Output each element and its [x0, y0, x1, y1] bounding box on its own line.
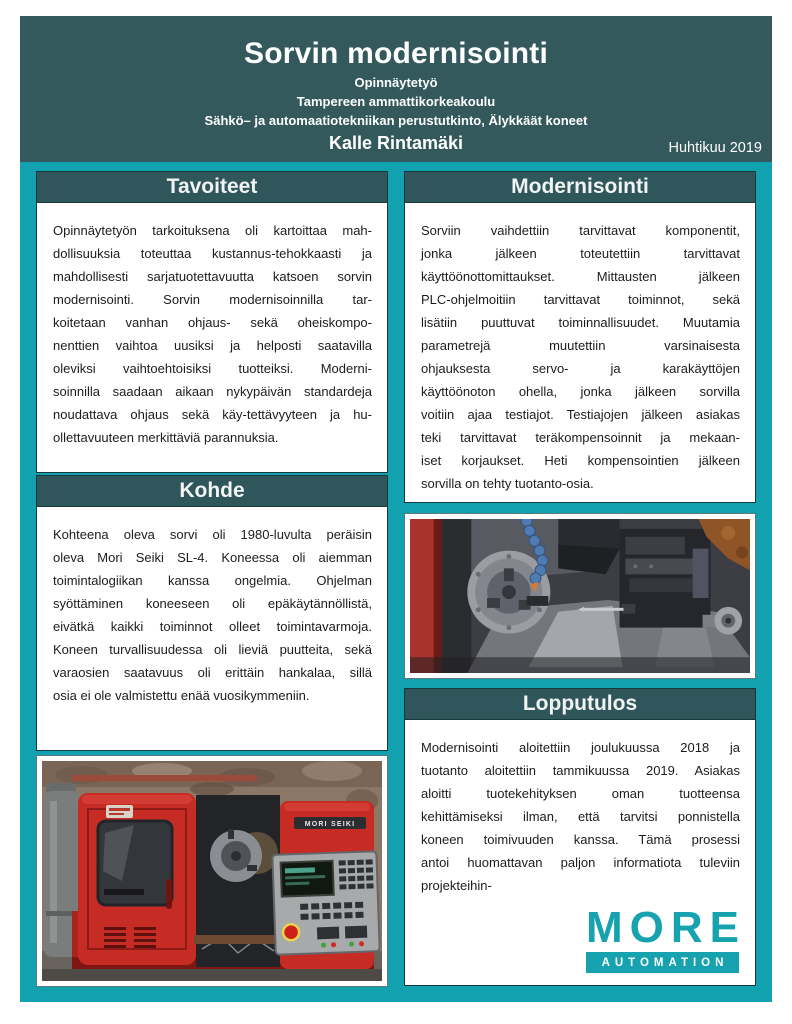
section-title: Kohde: [179, 479, 245, 502]
text-line: Kohteena oleva sorvi oli 1980-luvulta peräisin: [53, 527, 372, 542]
text-line: koneen toimivuuden kanssa. Tämä prosessi: [421, 832, 740, 847]
more-automation-logo: [586, 903, 746, 973]
section-header-lopputulos: [404, 688, 756, 720]
author-name: Kalle Rintamäki: [328, 133, 464, 153]
text-line: soinnilla saadaan aikaan nykypäivän standardeja: [53, 384, 372, 399]
text-line: PLC-ohjelmoitiin tarvittavat toiminnot, sekä: [421, 292, 740, 307]
section-body-kohde: [36, 507, 388, 751]
section-title: Modernisointi: [511, 175, 649, 198]
text-line: aloitti tuotekehityksen oman tuotteensa: [421, 786, 740, 801]
right-column: [404, 171, 756, 986]
gap: [404, 679, 756, 688]
text-line: koitetaan vanhan ohjaus- sekä oheiskompo-: [53, 315, 372, 330]
subtitle-degree: Sähkö– ja automaatiotekniikan perustutkinto, Älykkäät koneet: [204, 113, 588, 128]
text-line: osia ei ole valmistettu enää vuosikymmeniin.: [53, 688, 310, 703]
drill-bit: [584, 608, 624, 611]
section-title: Lopputulos: [522, 692, 638, 715]
poster-header: [20, 16, 772, 162]
text-line: jonka jälkeen toteutettiin tarvittavat: [421, 246, 740, 261]
text-line: teki tarvittavat teräkompensoinnit ja mekaan-: [421, 430, 740, 445]
more-logo-word: MORE: [586, 903, 746, 952]
text-line: mahdollisesti sarjatuotettavuutta katsoen sorvin: [53, 269, 372, 284]
text-line: antoi huomattavan paljon informatiota tuleviin: [421, 855, 740, 870]
text-line: Sorviin vaihdettiin tarvittavat komponentit,: [421, 223, 740, 238]
text-line: noudattava ohjaus sekä käy-tettävyyteen ja hu-: [53, 407, 372, 422]
gap: [404, 503, 756, 513]
section-header-kohde: [36, 475, 388, 507]
text-line: varaosien saatavuus oli erittäin hankalaa, sillä: [53, 665, 372, 680]
text-line: toimintalogiikan kanssa ongelmia. Ohjelman: [53, 573, 372, 588]
section-body-modernisointi: [404, 203, 756, 503]
section-body-tavoiteet: [36, 203, 388, 473]
lathe-photo: [36, 755, 388, 987]
text-line: käyttöönottomittaukset. Mittausten jälkeen: [421, 269, 740, 284]
emergency-stop-button: [283, 924, 300, 941]
text-line: syöttäminen koneeseen oli epäkäytännöllistä,: [53, 596, 372, 611]
lathe-control-panel: [272, 851, 379, 955]
text-line: parametrejä muutettiin varsinaisesta: [421, 338, 740, 353]
text-line: oleviksi vaihtoehtoisiksi tuotteiksi. Moderni-: [53, 361, 372, 376]
section-title: Tavoiteet: [166, 175, 258, 198]
text-line: modernisointi. Sorvin modernisoinnilla tar-: [53, 292, 372, 307]
poster-title: Sorvin modernisointi: [243, 37, 549, 70]
lathe-photo-illustration: [42, 761, 382, 981]
text-line: ohjauksesta servo- ja karakäyttöjen: [421, 361, 740, 376]
text-line: nenttien vaihtoa uusiksi ja helposti saatavilla: [53, 338, 372, 353]
text-line: oleva Mori Seiki SL-4. Koneessa oli aiemman: [53, 550, 372, 565]
text-line: tuotanto aloitettiin tammikuussa 2019. Asiakas: [421, 763, 740, 778]
section-header-tavoiteet: [36, 171, 388, 203]
section-body-lopputulos: [404, 720, 756, 986]
subtitle-thesis: Opinnäytetyö: [354, 75, 438, 90]
text-line: kehittämiseksi ilman, että tarvitsi ponnistella: [421, 809, 740, 824]
text-line: lisätiin puuttuvat toiminnallisuudet. Muutamia: [421, 315, 740, 330]
text-line: projekteihin-: [421, 878, 492, 893]
text-line: iset korjaukset. Heti kompensointien jälkeen: [421, 453, 740, 468]
text-line: eivätkä kaikki toiminnot olleet toimintavarmoja.: [53, 619, 372, 634]
publication-date: Huhtikuu 2019: [668, 140, 762, 156]
paragraph: [421, 736, 740, 897]
left-column: [36, 171, 388, 986]
lathe-interior-photo: [404, 513, 756, 679]
text-line: sorvilla on tehty tuotanto-osia.: [421, 476, 594, 491]
text-line: Opinnäytetyön tarkoituksena oli kartoittaa mah-: [53, 223, 372, 238]
more-logo-tagline: AUTOMATION: [586, 952, 739, 973]
text-line: voitiin ajaa testiajot. Testiajojen jälkeen asiakas: [421, 407, 740, 422]
subtitle-school: Tampereen ammattikorkeakoulu: [296, 94, 496, 109]
text-line: Koneen turvallisuudessa oli lieviä puutteita, sekä: [53, 642, 372, 657]
text-line: käyttöönoton ohella, jonka jälkeen sorvilla: [421, 384, 740, 399]
text-line: dollisuuksia toteuttaa kustannus-tehokkaasti ja: [53, 246, 372, 261]
lathe-nameplate: MORI SEIKI: [304, 821, 356, 828]
text-line: ollettavuuteen merkittäviä parannuksia.: [53, 430, 279, 445]
section-header-modernisointi: [404, 171, 756, 203]
text-line: Modernisointi aloitettiin joulukuussa 2018 ja: [421, 740, 740, 755]
content-frame: [20, 162, 772, 1002]
interior-photo-illustration: [410, 519, 750, 673]
